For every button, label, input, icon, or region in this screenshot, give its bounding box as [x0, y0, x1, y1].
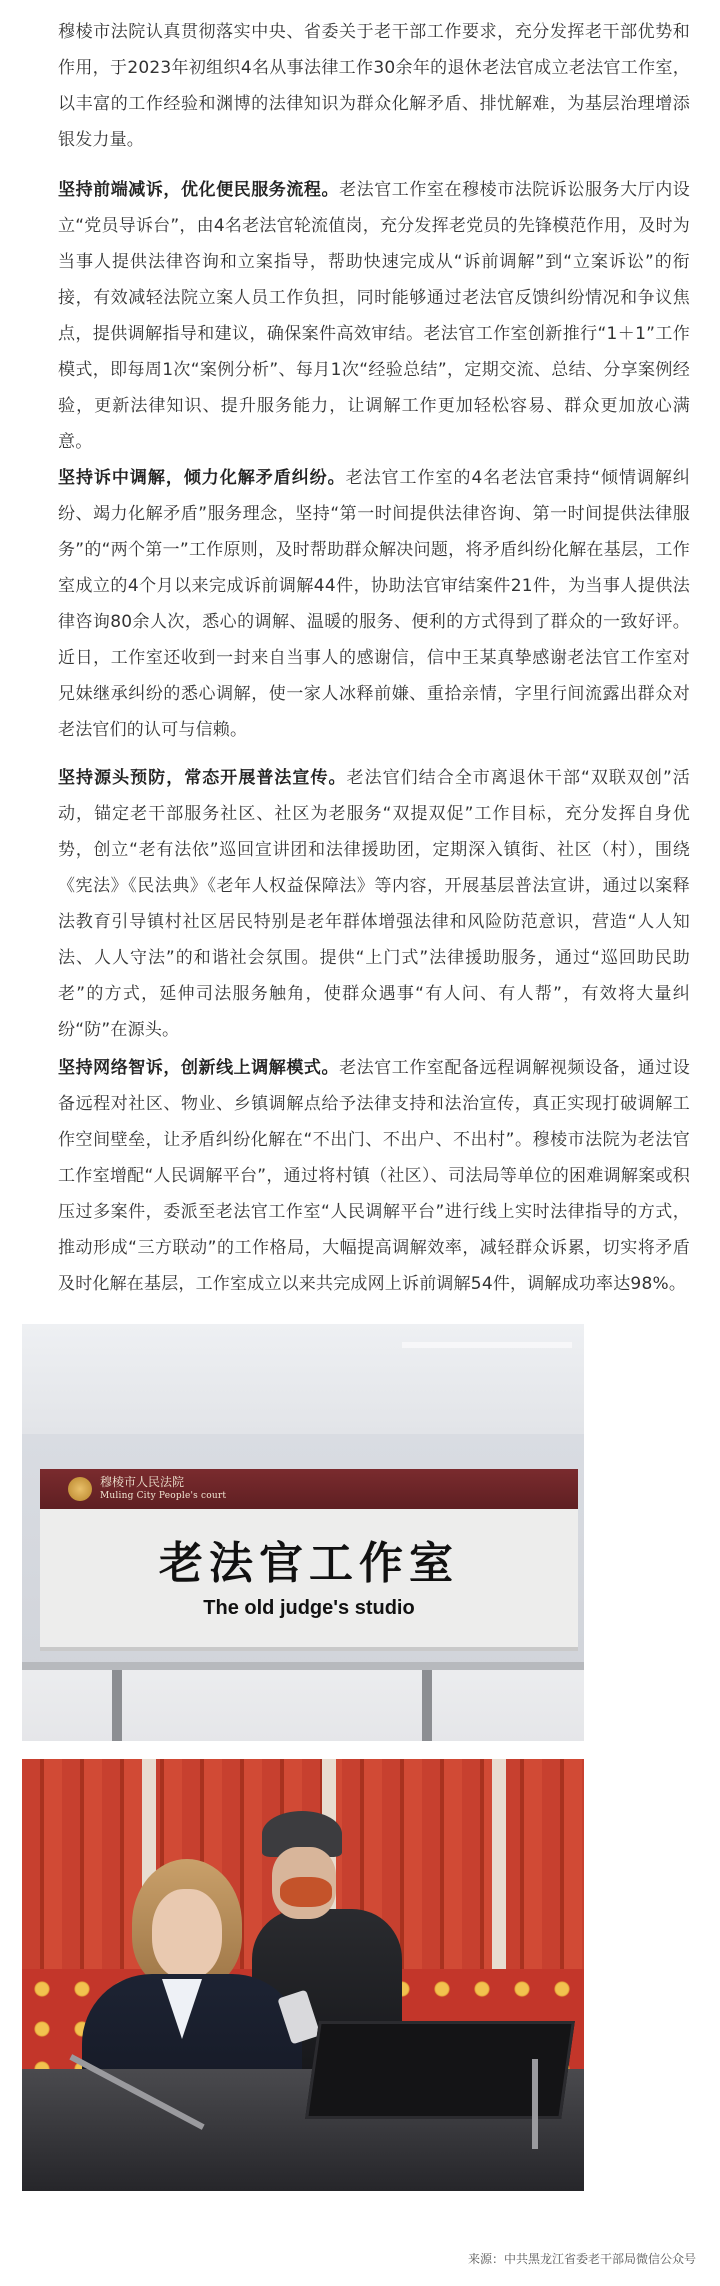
sign-header: [40, 1469, 578, 1509]
paragraph-lead: 坚持网络智诉，创新线上调解模式。: [58, 1058, 340, 1078]
source-credit: 来源：中共黑龙江省委老干部局微信公众号: [467, 2252, 696, 2266]
paragraph-online: [58, 1050, 690, 1302]
door-frame: [22, 1662, 584, 1670]
paragraph-lead: 坚持前端减诉，优化便民服务流程。: [58, 180, 340, 200]
paragraph-lead: 坚持诉中调解，倾力化解矛盾纠纷。: [58, 468, 346, 488]
paragraph-text: 老法官工作室的4名老法官秉持“倾情调解纠纷、竭力化解矛盾”服务理念，坚持“第一时间提供法律咨询、第一时间提供法律服务”的“两个第一”工作原则，及时帮助群众解决问题，将矛盾纠纷化解在基层，工作室成立的4个月以来完成诉前调解44件，协助法官审结案件21件，为当事人提供法律咨询80余人次，悉心的调解、温暖的服务、便利的方式得到了群众的一致好评。近日，工作室还收到一封来自当事人的感谢信，信中王某真挚感谢老法官工作室对兄妹继承纠纷的悉心调解，使一家人冰释前嫌、重拾亲情，字里行间流露出群众对老法官们的认可与信赖。: [58, 468, 690, 740]
court-name-cn: 穆棱市人民法院: [100, 1475, 185, 1489]
ceiling: [22, 1324, 584, 1434]
paragraph-text: 老法官工作室在穆棱市法院诉讼服务大厅内设立“党员导诉台”，由4名老法官轮流值岗，充分发挥老党员的先锋模范作用，及时为当事人提供法律咨询和立案指导，帮助快速完成从“诉前调解”到“立案诉讼”的衔接，有效减轻法院立案人员工作负担，同时能够通过老法官反馈纠纷情况和争议焦点，提供调解指导和建议，确保案件高效审结。老法官工作室创新推行“1＋1”工作模式，即每周1次“案例分析”、每月1次“经验总结”，定期交流、总结、分享案例经验，更新法律知识、提升服务能力，让调解工作更加轻松容易、群众更加放心满意。: [58, 180, 691, 452]
office-sign: [40, 1469, 578, 1651]
paragraph-intro: [58, 14, 690, 158]
court-name: [100, 1475, 226, 1503]
sign-title-en: The old judge's studio: [203, 1597, 415, 1619]
paragraph-lead: 坚持源头预防，常态开展普法宣传。: [58, 768, 347, 788]
microphone: [532, 2059, 538, 2149]
court-name-en: Muling City People's court: [100, 1491, 227, 1501]
court-emblem-icon: [68, 1477, 92, 1501]
paragraph-prevention: [58, 760, 690, 1048]
ceiling-light: [402, 1342, 572, 1348]
paragraph-mediation: [58, 460, 690, 748]
sign-photo: [22, 1324, 584, 1741]
paragraph-text: 穆棱市法院认真贯彻落实中央、省委关于老干部工作要求，充分发挥老干部优势和作用，于2023年初组织4名从事法律工作30余年的退休老法官成立老法官工作室，以丰富的工作经验和渊博的法律知识为群众化解矛盾、排忧解难，为基层治理增添银发力量。: [58, 22, 690, 150]
paragraph-text: 老法官工作室配备远程调解视频设备，通过设备远程对社区、物业、乡镇调解点给予法律支持和法治宣传，真正实现打破调解工作空间壁垒，让矛盾纠纷化解在“不出门、不出户、不出村”。穆棱市法院为老法官工作室增配“人民调解平台”，通过将村镇（社区）、司法局等单位的困难调解案或积压过多案件，委派至老法官工作室“人民调解平台”进行线上实时法律指导的方式，推动形成“三方联动”的工作格局，大幅提高调解效率，减轻群众诉累，切实将矛盾及时化解在基层，工作室成立以来共完成网上诉前调解54件，调解成功率达98%。: [58, 1058, 691, 1294]
face-mask: [280, 1877, 332, 1907]
door-post: [422, 1670, 432, 1741]
paragraph-text: 老法官们结合全市离退休干部“双联双创”活动，锚定老干部服务社区、社区为老服务“双提双促”工作目标，充分发挥自身优势，创立“老有法依”巡回宣讲团和法律援助团，定期深入镇街、社区（村），围绕《宪法》《民法典》《老年人权益保障法》等内容，开展基层普法宣讲，通过以案释法教育引导镇村社区居民特别是老年群体增强法律和风险防范意识，营造“人人知法、人人守法”的和谐社会氛围。提供“上门式”法律援助服务，通过“巡回助民助老”的方式，延伸司法服务触角，使群众遇事“有人问、有人帮”，有效将大量纠纷“防”在源头。: [58, 768, 690, 1040]
sign-title-cn: 老法官工作室: [159, 1538, 459, 1589]
consultation-photo: [22, 1759, 584, 2191]
judge-face: [152, 1889, 222, 1979]
door-post: [112, 1670, 122, 1741]
paragraph-frontend: [58, 172, 690, 460]
floor: [22, 1664, 584, 1741]
